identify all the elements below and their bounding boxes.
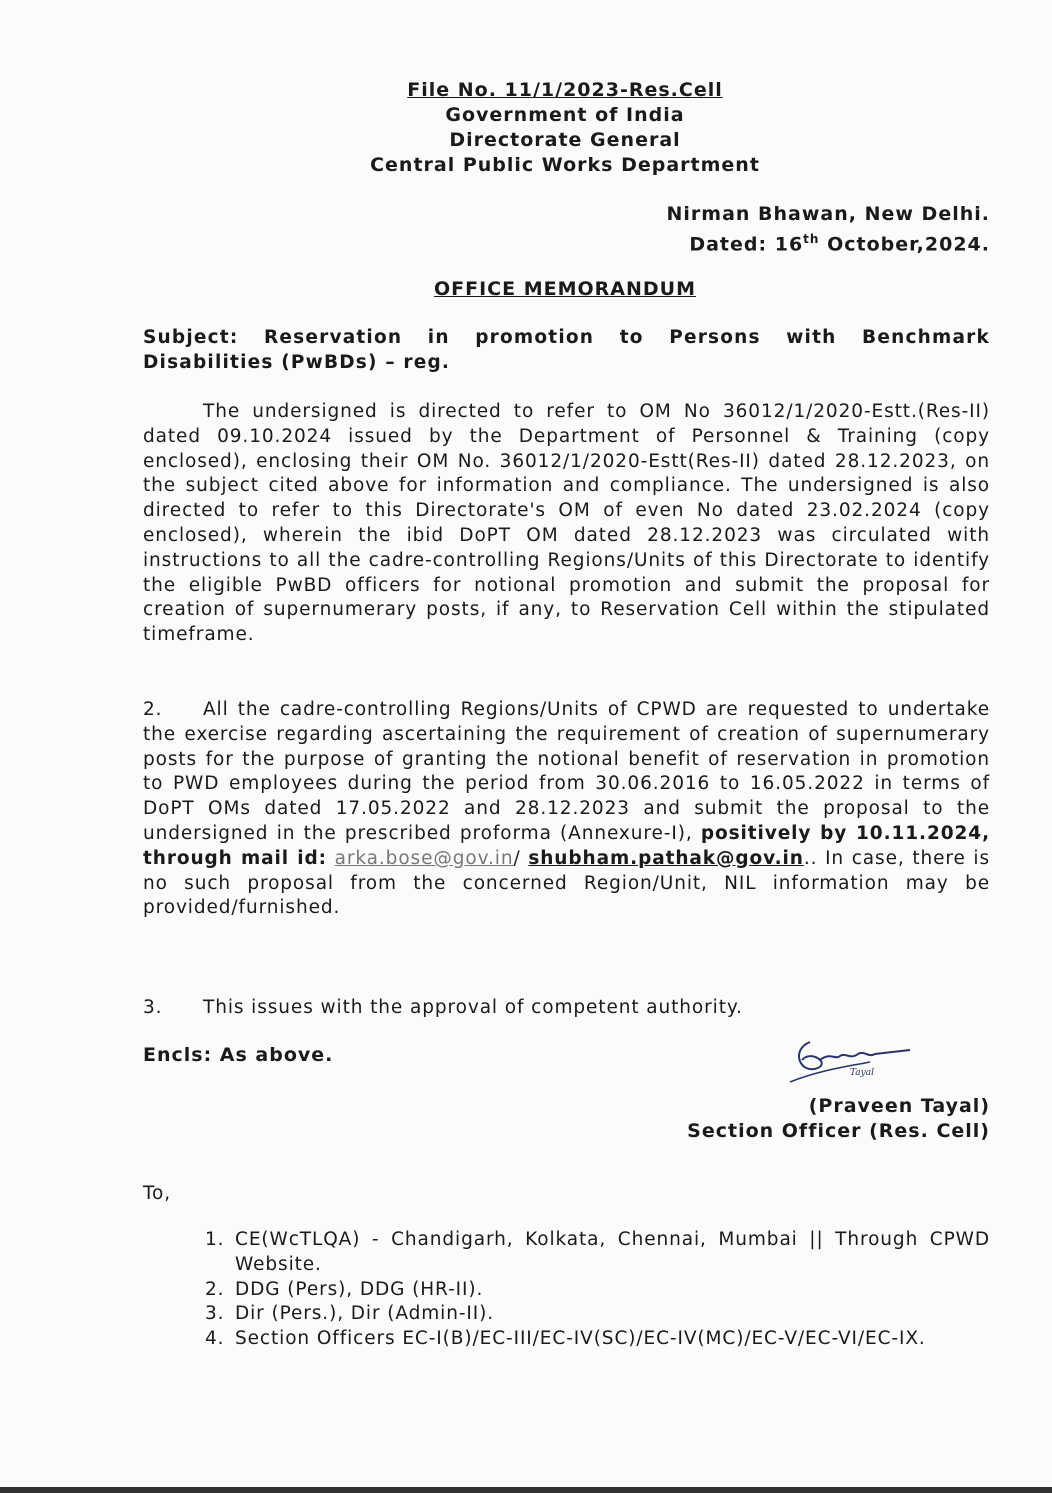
item-number: 2.	[205, 1278, 225, 1300]
email-link-arka[interactable]: arka.bose@gov.in	[334, 847, 514, 869]
date-sup: th	[803, 232, 820, 246]
email-link-shubham[interactable]: shubham.pathak@gov.in	[528, 847, 804, 869]
signature-image	[780, 1030, 920, 1090]
para-2-tail: .. In case, there is no such proposal from the concerned Region/Unit, NIL information may be provided/furnished.	[143, 847, 991, 919]
para-number: 3.	[143, 997, 163, 1018]
place-date	[667, 202, 991, 257]
item-text: CE(WcTLQA) - Chandigarh, Kolkata, Chennai, Mumbai || Through CPWD Website.	[235, 1229, 990, 1275]
recipient-item	[205, 1228, 990, 1278]
enclosures: Encls: As above.	[143, 1044, 334, 1066]
signatory	[687, 1094, 990, 1144]
item-number: 3.	[205, 1303, 225, 1325]
item-text: Section Officers EC-I(B)/EC-III/EC-IV(SC)/EC-IV(MC)/EC-V/EC-VI/EC-IX.	[235, 1328, 926, 1350]
place: Nirman Bhawan, New Delhi.	[666, 203, 990, 225]
to-label: To,	[143, 1183, 172, 1204]
signatory-designation: Section Officer (Res. Cell)	[687, 1120, 990, 1142]
date-suffix: October,2024.	[819, 233, 990, 256]
recipient-item	[205, 1327, 990, 1352]
para-2-text: All the cadre-controlling Regions/Units of CPWD are requested to undertake the exercise regarding ascertaining the requirement of creation of supernumerary posts for the purpose of granting the notional benefit of reservation in promotion to PWD employees during the period from 30.06.2016 to 16.05.2022 in terms of DoPT OMs dated 17.05.2022 and 28.12.2023 and submit the proposal to the undersigned in the prescribed proforma (Annexure-I),	[143, 699, 990, 844]
item-text: DDG (Pers), DDG (HR-II).	[235, 1278, 484, 1300]
recipient-item	[205, 1302, 990, 1327]
paragraph-1: The undersigned is directed to refer to OM No 36012/1/2020-Estt.(Res-II) dated 09.10.2024 issued by the Department of Personnel & Training (copy enclosed), enclosing their OM No. 36012/1/2020-Estt(Res-II) dated 28.12.2023, on the subject cited above for information and compliance. The undersigned is also directed to refer to this Directorate's OM of even No dated 23.02.2024 (copy enclosed), wherein the ibid DoPT OM dated 28.12.2023 was circulated with instructions to all the cadre-controlling Regions/Units of this Directorate to identify the eligible PwBD officers for notional promotion and submit the proposal for creation of supernumerary posts, if any, to Reservation Cell within the stipulated timeframe.	[143, 401, 990, 646]
org-line-3: Central Public Works Department	[370, 154, 760, 176]
paragraph-2	[143, 698, 990, 921]
para-3-text: This issues with the approval of competent authority.	[203, 997, 743, 1018]
recipient-list	[205, 1228, 990, 1352]
date-prefix: Dated: 16	[689, 233, 804, 256]
signatory-name: (Praveen Tayal)	[808, 1095, 990, 1117]
item-text: Dir (Pers.), Dir (Admin-II).	[235, 1303, 495, 1325]
item-number: 4.	[205, 1328, 225, 1350]
paragraph-3	[143, 996, 990, 1021]
letterhead	[0, 78, 1052, 178]
scan-edge	[0, 1487, 1052, 1493]
org-line-1: Government of India	[445, 104, 685, 126]
date	[667, 227, 991, 257]
recipient-item	[205, 1278, 990, 1303]
memo-title: OFFICE MEMORANDUM	[433, 278, 696, 300]
org-line-2: Directorate General	[449, 129, 681, 151]
deadline-text: positively by 10.11.2024, through mail id:	[143, 822, 990, 869]
file-number: File No. 11/1/2023-Res.Cell	[407, 79, 723, 101]
para-number: 2.	[143, 699, 163, 720]
svg-text:Tayal: Tayal	[850, 1068, 874, 1078]
item-number: 1.	[205, 1229, 225, 1250]
subject: Subject: Reservation in promotion to Persons with Benchmark Disabilities (PwBDs) – reg.	[143, 327, 990, 373]
slash: /	[513, 847, 521, 869]
